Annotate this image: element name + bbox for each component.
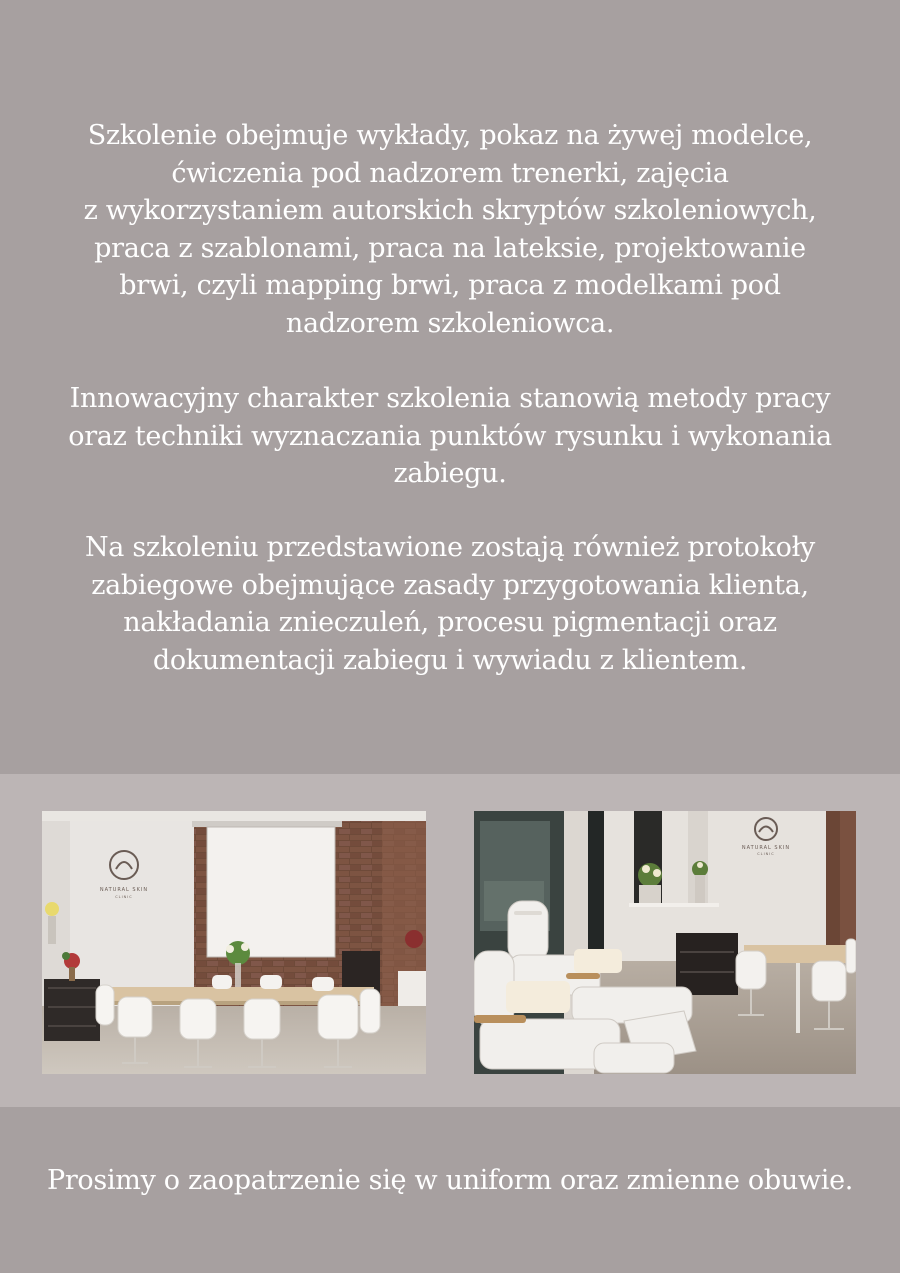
paragraph-line: Na szkoleniu przedstawione zostają również protokoły [84,532,816,563]
photo-band [0,774,900,1107]
training-description-paragraph [20,117,880,342]
paragraph-line: brwi, czyli mapping brwi, praca z modelkami pod [119,270,781,301]
innovation-paragraph [20,380,880,493]
svg-text:CLINIC: CLINIC [115,895,133,899]
svg-text:NATURAL SKIN: NATURAL SKIN [99,887,149,893]
paragraph-line: zabiegowe obejmujące zasady przygotowania klienta, [91,569,809,601]
paragraph-line: z wykorzystaniem autorskich skryptów szkoleniowych, [83,195,817,226]
paragraph-line: Innowacyjny charakter szkolenia stanowią metody pracy [69,383,831,414]
paragraph-line: praca z szablonami, praca na lateksie, projektowanie [94,232,806,264]
footer-note: Prosimy o zaopatrzenie się w uniform oraz zmienne obuwie. [46,1165,854,1196]
paragraph-line: dokumentacji zabiegu i wywiadu z klientem. [152,644,748,676]
svg-text:NATURAL SKIN: NATURAL SKIN [741,845,791,851]
paragraph-line: nadzorem szkoleniowca. [285,307,615,339]
paragraph-line: oraz techniki wyznaczania punktów rysunku i wykonania [68,420,832,452]
treatment-room-photo [474,811,856,1074]
protocols-paragraph [20,529,880,679]
training-room-photo [42,811,426,1074]
paragraph-line: Szkolenie obejmuje wykłady, pokaz na żywej modelce, [87,120,813,151]
paragraph-line: nakładania znieczuleń, procesu pigmentacji oraz [123,607,777,638]
paragraph-line: zabiegu. [393,458,507,489]
svg-text:CLINIC: CLINIC [757,852,775,856]
paragraph-line: ćwiczenia pod nadzorem trenerki, zajęcia [171,157,729,189]
